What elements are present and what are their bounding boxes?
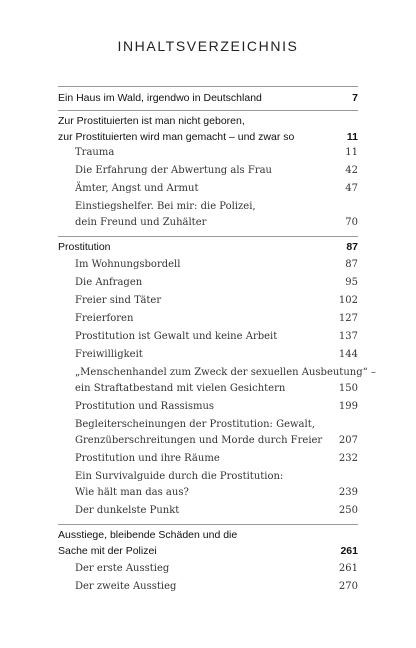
entry-page: 42 xyxy=(345,165,358,176)
toc-entry xyxy=(58,398,358,416)
toc-entry xyxy=(58,310,358,328)
entry-page: 11 xyxy=(346,131,358,143)
toc-entry xyxy=(58,380,358,398)
entry-title: Im Wohnungsbordell xyxy=(75,259,181,270)
entry-page: 95 xyxy=(345,277,358,288)
entry-title: Der dunkelste Punkt xyxy=(75,505,180,516)
entry-title: „Menschenhandel zum Zweck der sexuellen Ausbeutung“ – xyxy=(75,367,376,378)
entry-title: Prostitution ist Gewalt und keine Arbeit xyxy=(75,331,278,342)
entry-title: Prostitution xyxy=(58,241,111,253)
toc-entry xyxy=(58,274,358,292)
toc-entry xyxy=(58,180,358,198)
divider xyxy=(58,236,358,237)
toc-entry xyxy=(58,328,358,346)
toc-entry xyxy=(58,256,358,274)
entry-page: 102 xyxy=(338,295,358,306)
toc-chapter xyxy=(58,542,358,560)
divider xyxy=(58,110,358,111)
entry-page: 7 xyxy=(352,92,358,104)
entry-page: 250 xyxy=(338,505,358,516)
toc-entry xyxy=(58,502,358,520)
toc-entry xyxy=(58,162,358,180)
entry-page: 144 xyxy=(338,349,358,360)
entry-page: 70 xyxy=(345,217,358,228)
divider xyxy=(58,86,358,87)
entry-page: 270 xyxy=(338,581,358,592)
entry-title: ein Straftatbestand mit vielen Gesichtern xyxy=(75,383,286,394)
entry-title: Ein Survivalguide durch die Prostitution: xyxy=(75,471,284,482)
entry-title: Begleiterscheinungen der Prostitution: Gewalt, xyxy=(75,419,315,430)
entry-title: Prostitution und Rassismus xyxy=(75,401,215,412)
entry-title: Grenzüberschreitungen und Morde durch Freier xyxy=(75,435,323,446)
entry-page: 199 xyxy=(338,401,358,412)
divider xyxy=(58,524,358,525)
entry-title: Ämter, Angst und Armut xyxy=(75,183,199,194)
entry-page: 239 xyxy=(338,487,358,498)
entry-title: dein Freund und Zuhälter xyxy=(75,217,207,228)
entry-title: Die Anfragen xyxy=(75,277,143,288)
entry-page: 232 xyxy=(338,453,358,464)
entry-title: Der zweite Ausstieg xyxy=(75,581,177,592)
entry-page: 150 xyxy=(338,383,358,394)
page-title: INHALTSVERZEICHNIS xyxy=(117,38,299,54)
entry-title: Freier sind Täter xyxy=(75,295,162,306)
entry-page: 127 xyxy=(338,313,358,324)
entry-title: Ein Haus im Wald, irgendwo in Deutschland xyxy=(58,92,262,104)
entry-title: Prostitution und ihre Räume xyxy=(75,453,220,464)
entry-title: Freierforen xyxy=(75,313,134,324)
entry-title: zur Prostituierten wird man gemacht – und zwar so xyxy=(58,131,295,143)
entry-title: Die Erfahrung der Abwertung als Frau xyxy=(75,165,272,176)
entry-page: 87 xyxy=(345,259,358,270)
toc-chapter xyxy=(58,238,358,256)
entry-title: Ausstiege, bleibende Schäden und die xyxy=(58,529,238,541)
toc-entry xyxy=(58,450,358,468)
entry-page: 207 xyxy=(338,435,358,446)
entry-title: Zur Prostituierten ist man nicht geboren, xyxy=(58,115,245,127)
entry-title: Trauma xyxy=(75,147,115,158)
toc-entry xyxy=(58,578,358,596)
toc-entry xyxy=(58,144,358,162)
entry-page: 87 xyxy=(346,241,358,253)
entry-title: Sache mit der Polizei xyxy=(58,545,157,557)
entry-title: Einstiegshelfer. Bei mir: die Polizei, xyxy=(75,201,256,212)
toc-entry xyxy=(58,292,358,310)
entry-title: Der erste Ausstieg xyxy=(75,563,170,574)
entry-page: 261 xyxy=(338,563,358,574)
entry-page: 47 xyxy=(345,183,358,194)
toc-entry xyxy=(58,484,358,502)
entry-title: Wie hält man das aus? xyxy=(75,487,189,498)
toc-entry xyxy=(58,560,358,578)
toc-entry xyxy=(58,432,358,450)
toc-chapter xyxy=(58,89,358,107)
entry-page: 261 xyxy=(340,545,358,557)
entry-page: 11 xyxy=(345,147,358,158)
entry-page: 137 xyxy=(338,331,358,342)
toc-entry xyxy=(58,346,358,364)
entry-title: Freiwilligkeit xyxy=(75,349,143,360)
toc-entry xyxy=(58,214,358,232)
